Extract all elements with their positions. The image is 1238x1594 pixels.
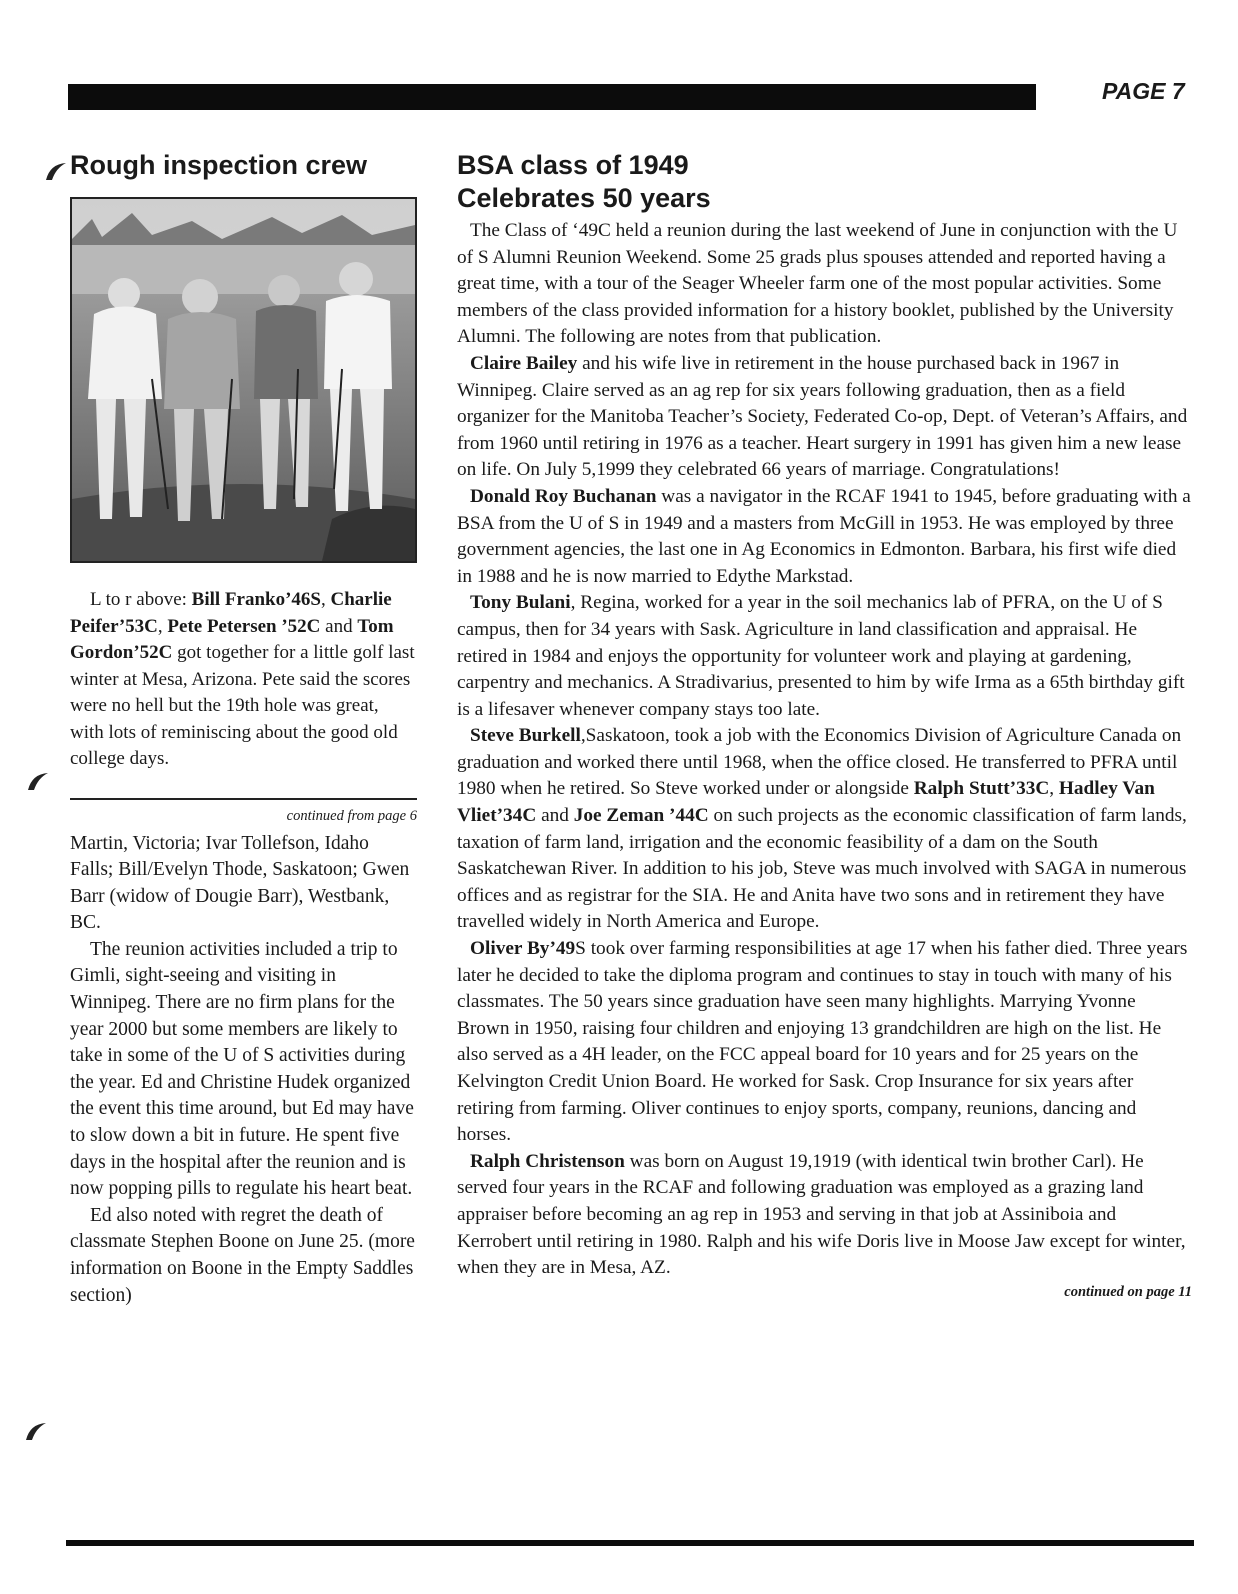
person-name: Donald Roy Buchanan — [470, 485, 657, 507]
paragraph-buchanan — [457, 484, 1192, 590]
continued-on-label: continued on page 11 — [1064, 1283, 1192, 1300]
person-name: Steve Burkell — [470, 725, 581, 747]
paragraph-bailey — [457, 351, 1192, 484]
paragraph-text: ,Saskatoon, took a job with the Economics Division of Agriculture Canada on graduation and worked there until 1968, when the office closed. He transferred to PFRA until 1980 when he retired. So Steve worked under or alongside — [457, 725, 1182, 800]
caption-separator: , — [320, 589, 331, 610]
paragraph-by — [457, 936, 1192, 1149]
caption-name: Tom Gordon’52C — [70, 615, 394, 663]
person-name: Claire Bailey — [470, 352, 578, 374]
paragraph-text: on such projects as the economic classification of farm lands, taxation of farm land, irrigation and the economic feasibility of a dam on the South Saskatchewan River. In addition to his job, Steve was much involved with SAGA in numerous offices and as registrar for the SIA. He and Anita have two sons and in retirement they have travelled widely in North America and Europe. — [457, 805, 1187, 933]
punch-hole-mark-icon — [44, 160, 68, 182]
section-divider — [70, 798, 417, 800]
paragraph-text: , Regina, worked for a year in the soil mechanics lab of PFRA, on the U of S campus, then for 34 years with Sask. Agriculture in land classification and appraisal. He retired in 1984 and enjoys the opportunity for volunteer work and playing at gardening, carpentry and mechanics. A Stradivarius, presented to him by wife Irma as a 65th birthday gift is a lifesaver whenever company stays too late. — [457, 592, 1185, 720]
paragraph-text: and — [536, 805, 574, 827]
person-name: Joe Zeman ’44C — [573, 805, 709, 827]
paragraph: The reunion activities included a trip to Gimli, sight-seeing and visiting in Winnipeg. There are no firm plans for the year 2000 but some members are likely to take in some of the U of S activities during the year. Ed and Christine Hudek organized the event this time around, but Ed may have to slow down a bit in future. He spent five days in the hospital after the reunion and is now popping pills to regulate his heart beat. — [70, 938, 414, 1200]
right-column — [457, 150, 1192, 1301]
paragraph-text: and his wife live in retirement in the house purchased back in 1967 in Winnipeg. Claire served as an ag rep for six years following graduation, then as a field organizer for the Manitoba Teacher’s Society, Federated Co-op, Dept. of Veteran’s Affairs, and from 1960 until retiring in 1976 as a teacher. Heart surgery in 1991 has given him a new lease on life. On July 5,1999 they celebrated 66 years of marriage. Congratulations! — [457, 352, 1188, 481]
continued-from-label: continued from page 6 — [286, 807, 417, 824]
person-name: Ralph Christenson — [470, 1150, 625, 1172]
paragraph-bulani — [457, 590, 1192, 723]
paragraph-intro: The Class of ‘49C held a reunion during the last weekend of June in conjunction with the U of S Alumni Reunion Weekend. Some 25 grads plus spouses attended and reported having a great time, with a tour of the Seager Wheeler farm one of the most popular activities. Some members of the class provided information for a history booklet, published by the University Alumni. The following are notes from that publication. — [457, 220, 1178, 348]
paragraph-christenson — [457, 1149, 1192, 1282]
punch-hole-mark-icon — [24, 1420, 48, 1442]
paragraph-text: , — [1049, 778, 1059, 800]
paragraph-text: was a navigator in the RCAF 1941 to 1945, before graduating with a BSA from the U of S in 1949 and a masters from McGill in 1953. He was employed by three government agencies, the last one in Ag Economics in Edmonton. Barbara, his first wife died in 1988 and he is now married to Edythe Markstad. — [457, 485, 1191, 587]
article-headline-line2: Celebrates 50 years — [457, 183, 711, 213]
paragraph: Ed also noted with regret the death of classmate Stephen Boone on June 25. (more information on Boone in the Empty Saddles section) — [70, 1204, 415, 1306]
golf-photo-image — [72, 199, 415, 561]
caption-separator: , — [157, 615, 168, 637]
person-name: Oliver By’49 — [470, 938, 576, 960]
left-column — [70, 150, 417, 1309]
caption-text: got together for a little golf last winter at Mesa, Arizona. Pete said the scores were no hell but the 19th hole was great, with lots of reminiscing about the good old college days. — [70, 642, 415, 769]
article-headline-line1: BSA class of 1949 — [457, 150, 689, 180]
article-headline-rough-inspection: Rough inspection crew — [70, 150, 368, 180]
punch-hole-mark-icon — [26, 770, 50, 792]
continued-article — [70, 831, 417, 1310]
caption-name: Pete Petersen ’52C — [167, 615, 321, 637]
footer-bar — [66, 1540, 1194, 1546]
paragraph-burkell — [457, 723, 1192, 936]
photo-caption — [70, 587, 417, 773]
person-name: Tony Bulani — [470, 592, 571, 614]
golf-photo — [70, 197, 417, 563]
paragraph-text: S took over farming responsibilities at age 17 when his father died. Three years later he decided to take the diploma program and continues to stay in touch with many of his classmates. The 50 years since graduation have seen many highlights. Marrying Yvonne Brown in 1950, raising four children and enjoying 13 grandchildren are high on the list. He also served as a 4H leader, on the FCC appeal board for 10 years and for 25 years on the Kelvington Credit Union Board. He worked for Sask. Crop Insurance for six years after retiring from farming. Oliver continues to enjoy sports, company, reunions, dancing and horses. — [457, 938, 1188, 1146]
caption-name: Bill Franko’46S — [191, 589, 321, 610]
caption-lead: L to r above: — [90, 589, 192, 610]
paragraph: Martin, Victoria; Ivar Tollefson, Idaho Falls; Bill/Evelyn Thode, Saskatoon; Gwen Barr (widow of Dougie Barr), Westbank, BC. — [70, 832, 410, 934]
caption-name: Charlie Peifer’53C — [70, 589, 392, 637]
page-number: PAGE 7 — [1102, 78, 1185, 104]
header-bar — [68, 84, 1036, 110]
caption-separator: and — [320, 615, 358, 637]
person-name: Hadley Van Vliet’34C — [457, 778, 1155, 827]
person-name: Ralph Stutt’33C — [913, 778, 1050, 800]
paragraph-text: was born on August 19,1919 (with identical twin brother Carl). He served four years in the RCAF and following graduation was employed as a grazing land appraiser before becoming an ag rep in 1953 and serving in that job at Assiniboia and Kerrobert until retiring in 1980. Ralph and his wife Doris live in Moose Jaw except for winter, when they are in Mesa, AZ. — [457, 1150, 1186, 1279]
